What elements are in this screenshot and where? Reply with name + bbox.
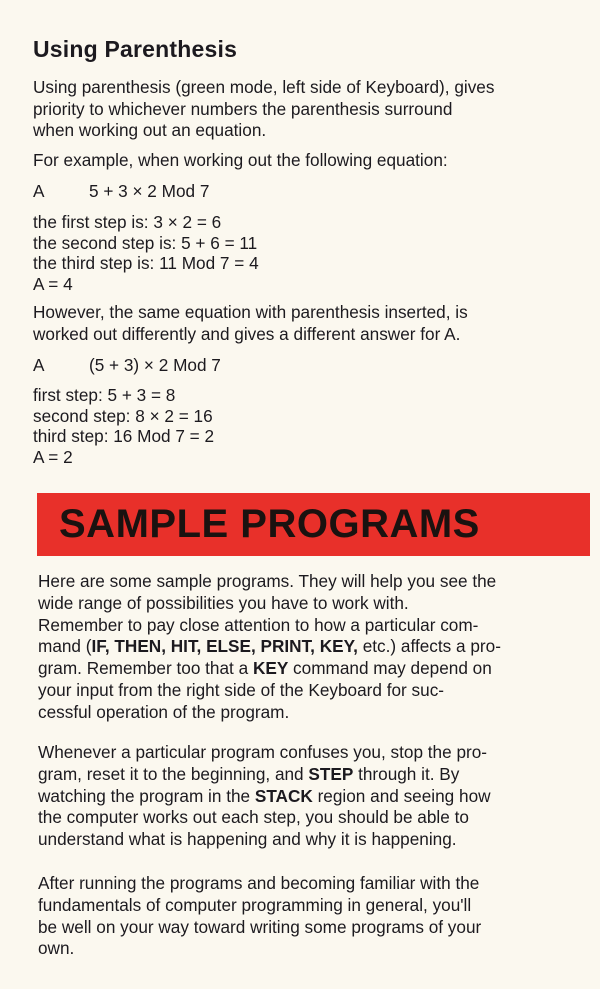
- command-keywords: IF, THEN, HIT, ELSE, PRINT, KEY,: [91, 636, 358, 657]
- example-intro: [33, 150, 573, 172]
- debugging-paragraph: [38, 742, 590, 851]
- paragraph-line: Here are some sample programs. They will help you see the: [38, 571, 497, 591]
- paragraph-text: etc.) affects a pro-: [357, 636, 501, 657]
- paragraph-line: [38, 764, 590, 786]
- equation-1: [33, 181, 209, 202]
- paragraph-line: [38, 636, 590, 658]
- paragraph-line: Remember to pay close attention to how a particular com-: [38, 614, 479, 635]
- paragraph-line: own.: [38, 938, 75, 959]
- paragraph-text: gram. Remember too that a: [38, 658, 253, 679]
- step-line: second step: 8 × 2 = 16: [33, 405, 213, 426]
- equation-1-expression: 5 + 3 × 2 Mod 7: [89, 181, 210, 201]
- step-result: A = 2: [33, 446, 73, 467]
- sample-programs-paragraph: [38, 571, 590, 724]
- intro-line: when working out an equation.: [33, 120, 267, 140]
- paragraph-line: wide range of possibilities you have to work with.: [38, 592, 409, 613]
- paragraph-line: [38, 658, 590, 680]
- paragraph-line: the computer works out each step, you should be able to: [38, 807, 469, 828]
- example-intro-text: For example, when working out the following equation:: [33, 150, 448, 170]
- paragraph-line: After running the programs and becoming familiar with the: [38, 873, 480, 893]
- paragraph-text: mand (: [38, 636, 92, 657]
- paragraph-text: watching the program in the: [38, 785, 255, 806]
- paragraph-text: command may depend on: [288, 658, 492, 679]
- paragraph-line: be well on your way toward writing some programs of your: [38, 916, 482, 937]
- paragraph-line: fundamentals of computer programming in general, you'll: [38, 894, 472, 915]
- equation-2-label: A: [33, 355, 45, 375]
- step-line: the second step is: 5 + 6 = 11: [33, 232, 258, 253]
- equation-1-label: A: [33, 181, 45, 201]
- step-keyword: STEP: [308, 763, 354, 784]
- paragraph-line: your input from the right side of the Keyboard for suc-: [38, 679, 445, 700]
- stack-keyword: STACK: [254, 785, 313, 806]
- steps-1: [33, 212, 259, 294]
- intro-line: priority to whichever numbers the parenthesis surround: [33, 98, 453, 119]
- intro-line: Using parenthesis (green mode, left side of Keyboard), gives: [33, 77, 495, 97]
- closing-paragraph: [38, 873, 590, 960]
- sample-programs-banner: [37, 493, 590, 556]
- paragraph-text: through it. By: [353, 763, 460, 784]
- key-keyword: KEY: [252, 658, 289, 679]
- paragraph-text: region and seeing how: [312, 785, 491, 806]
- equation-2-expression: (5 + 3) × 2 Mod 7: [89, 355, 221, 375]
- step-line: third step: 16 Mod 7 = 2: [33, 426, 215, 446]
- step-line: the third step is: 11 Mod 7 = 4: [33, 253, 259, 273]
- however-line: However, the same equation with parenthesis inserted, is: [33, 302, 468, 322]
- however-line: worked out differently and gives a different answer for A.: [33, 323, 461, 344]
- paragraph-line: Whenever a particular program confuses you, stop the pro-: [38, 742, 488, 762]
- banner-title: SAMPLE PROGRAMS: [59, 502, 480, 546]
- intro-paragraph: [33, 77, 573, 142]
- paragraph-line: understand what is happening and why it is happening.: [38, 829, 457, 850]
- paragraph-line: [38, 786, 590, 808]
- section-heading: Using Parenthesis: [33, 36, 238, 62]
- however-paragraph: [33, 302, 573, 345]
- equation-2: [33, 355, 221, 376]
- step-result: A = 4: [33, 273, 73, 294]
- paragraph-text: gram, reset it to the beginning, and: [38, 763, 309, 784]
- paragraph-line: cessful operation of the program.: [38, 701, 290, 722]
- steps-2: [33, 385, 214, 467]
- step-line: the first step is: 3 × 2 = 6: [33, 212, 222, 232]
- step-line: first step: 5 + 3 = 8: [33, 385, 176, 405]
